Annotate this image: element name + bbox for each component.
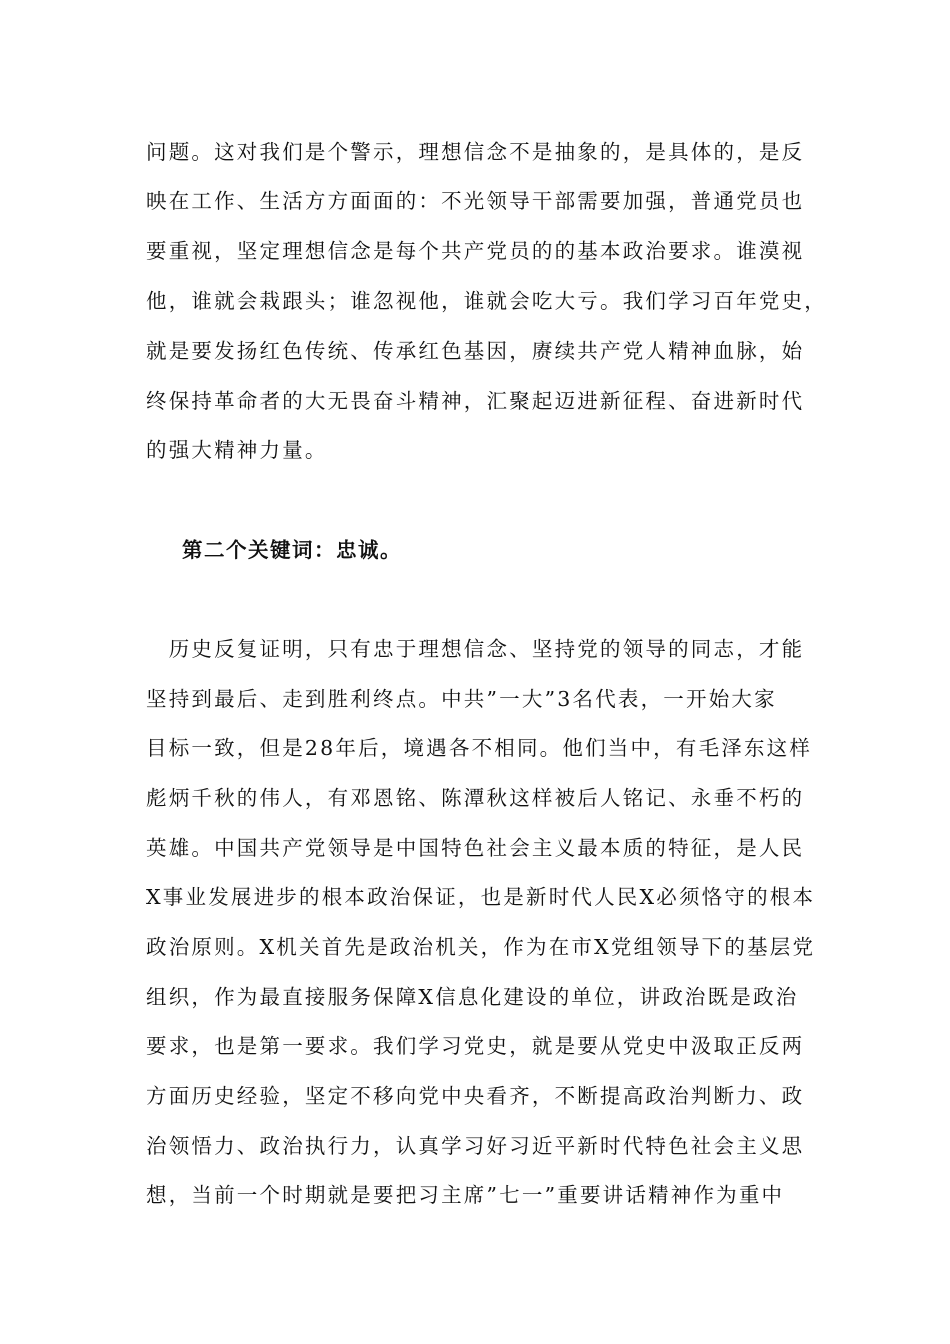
text-line: 目标一致，但是28年后，境遇各不相同。他们当中，有毛泽东这样: [146, 736, 813, 760]
text-line: 问题。这对我们是个警示，理想信念不是抽象的，是具体的，是反: [146, 140, 805, 164]
text-line: 要求，也是第一要求。我们学习党史，就是要从党史中汲取正反两: [146, 1034, 805, 1058]
section-heading: 第二个关键词：忠诚。: [182, 538, 402, 562]
text-line: 方面历史经验，坚定不移向党中央看齐，不断提高政治判断力、政: [146, 1084, 805, 1108]
text-line: 治领悟力、政治执行力，认真学习好习近平新时代特色社会主义思: [146, 1134, 805, 1158]
text-line: 坚持到最后、走到胜利终点。中共”一大”3名代表，一开始大家: [146, 687, 777, 711]
text-line: 组织，作为最直接服务保障X信息化建设的单位，讲政治既是政治: [146, 985, 799, 1009]
text-line: 要重视，坚定理想信念是每个共产党员的的基本政治要求。谁漠视: [146, 239, 805, 263]
text-line: 他，谁就会栽跟头；谁忽视他，谁就会吃大亏。我们学习百年党史，: [146, 289, 827, 313]
text-line: 终保持革命者的大无畏奋斗精神，汇聚起迈进新征程、奋进新时代: [146, 389, 805, 413]
text-line: 的强大精神力量。: [146, 438, 328, 462]
text-line: 英雄。中国共产党领导是中国特色社会主义最本质的特征，是人民: [146, 836, 805, 860]
text-line: 映在工作、生活方方面面的：不光领导干部需要加强，普通党员也: [146, 189, 805, 213]
text-line: 就是要发扬红色传统、传承红色基因，赓续共产党人精神血脉，始: [146, 339, 805, 363]
text-line: X事业发展进步的根本政治保证，也是新时代人民X必须恪守的根本: [146, 885, 816, 909]
text-line: 历史反复证明，只有忠于理想信念、坚持党的领导的同志，才能: [146, 637, 805, 661]
text-line: 想，当前一个时期就是要把习主席”七一”重要讲话精神作为重中: [146, 1183, 785, 1207]
text-line: 政治原则。X机关首先是政治机关，作为在市X党组领导下的基层党: [146, 935, 816, 959]
text-line: 彪炳千秋的伟人，有邓恩铭、陈潭秋这样被后人铭记、永垂不朽的: [146, 786, 805, 810]
